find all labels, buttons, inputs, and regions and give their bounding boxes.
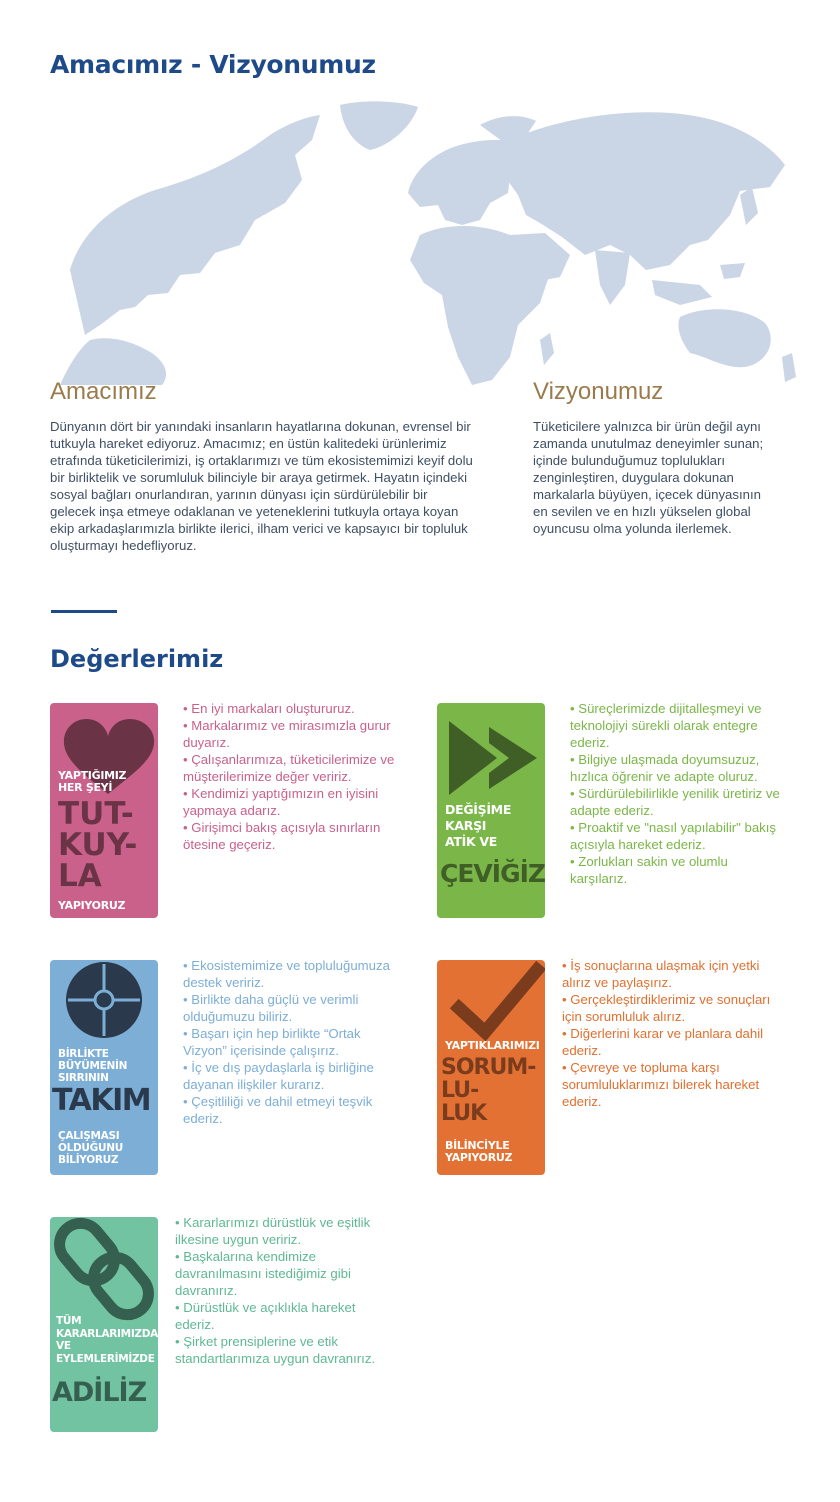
purpose-text: Dünyanın dört bir yanındaki insanların hayatlarına dokunan, evrensel bir tutkuyla hareket ediyoruz. Amacımız; en üstün kalitedeki ürünlerimiz etrafında tüketicilerimizi, iş ortaklarımızı ve tüm ekosistemimizi keyif dolu bir birliktelik ve sorumluluk bilinciyle bir araya getirmek. Hayatın içindeki sosyal bağları onurlandıran, yarının dünyası için sürdürülebilir bir gelecek inşa etmeye odaklanan ve yeteneklerini tutkuyla ortaya koyan ekip arkadaşlarımızla birlikte ilerici, ilham verici ve kapsayıcı bir topluluk oluşturmayı hedefliyoruz. bbox=[50, 419, 473, 553]
passion-bullets bbox=[183, 700, 398, 853]
puzzle-icon bbox=[66, 962, 142, 1038]
page-title: Amacımız - Vizyonumuz bbox=[50, 50, 376, 79]
list-item: • Dürüstlük ve açıklıkla hareket ederiz. bbox=[175, 1299, 390, 1333]
vision-heading: Vizyonumuz bbox=[533, 378, 664, 405]
card-bottom-text: ÇALIŞMASI OLDUĞUNU BİLİYORUZ bbox=[58, 1130, 123, 1166]
value-card-fairness bbox=[50, 1217, 158, 1432]
vision-text: Tüketicilere yalnızca bir ürün değil aynı zamanda unutulmaz deneyimler sunan; içinde bulunduğumuz toplulukları zenginleştiren, duygulara dokunan markalarla büyüyen, içecek dünyasının en sevilen ve en hızlı yükselen global oyuncusu olma yolunda ilerlemek. bbox=[533, 419, 764, 536]
list-item: • Başarı için hep birlikte “Ortak Vizyon” içerisinde çalışırız. bbox=[183, 1025, 398, 1059]
list-item: • En iyi markaları oluştururuz. bbox=[183, 700, 398, 717]
list-item: • Girişimci bakış açısıyla sınırların ötesine geçeriz. bbox=[183, 819, 398, 853]
list-item: • Başkalarına kendimize davranılmasını istediğimiz gibi davranırız. bbox=[175, 1248, 390, 1299]
agile-bullets bbox=[570, 700, 785, 887]
list-item: • Çeşitliliği ve dahil etmeyi teşvik ederiz. bbox=[183, 1093, 398, 1127]
card-keyword: SORUM- LU- LUK bbox=[441, 1055, 536, 1126]
list-item: • Birlikte daha güçlü ve verimli olduğumuzu biliriz. bbox=[183, 991, 398, 1025]
responsibility-bullets bbox=[562, 957, 777, 1110]
card-top-text: DEĞİŞİME KARŞI ATİK VE bbox=[445, 802, 512, 849]
value-card-teamwork bbox=[50, 960, 158, 1175]
value-card-passion bbox=[50, 703, 158, 918]
world-map-illustration bbox=[40, 95, 800, 385]
list-item: • Gerçekleştirdiklerimiz ve sonuçları için sorumluluk alırız. bbox=[562, 991, 777, 1025]
list-item: • Diğerlerini karar ve planlara dahil ederiz. bbox=[562, 1025, 777, 1059]
card-bottom-text: BİLİNCİYLE YAPIYORUZ bbox=[445, 1139, 513, 1164]
list-item: • İş sonuçlarına ulaşmak için yetki alırız ve paylaşırız. bbox=[562, 957, 777, 991]
value-card-agile bbox=[437, 703, 545, 918]
card-top-text: YAPTIĞIMIZ HER ŞEYİ bbox=[58, 769, 127, 794]
value-card-responsibility bbox=[437, 960, 545, 1175]
list-item: • Kendimizi yaptığımızın en iyisini yapmaya adarız. bbox=[183, 785, 398, 819]
card-bottom-text: YAPIYORUZ bbox=[58, 899, 126, 912]
list-item: • Çalışanlarımıza, tüketicilerimize ve müşterilerimize değer veririz. bbox=[183, 751, 398, 785]
list-item: • Ekosistemimize ve topluluğumuza destek veririz. bbox=[183, 957, 398, 991]
card-keyword: TAKIM bbox=[52, 1083, 151, 1118]
card-top-text: BİRLİKTE BÜYÜMENİN SIRRININ bbox=[58, 1048, 128, 1084]
list-item: • Süreçlerimizde dijitalleşmeyi ve teknolojiyi sürekli olarak entegre ederiz. bbox=[570, 700, 785, 751]
list-item: • Kararlarımızı dürüstlük ve eşitlik ilkesine uygun veririz. bbox=[175, 1214, 390, 1248]
list-item: • Sürdürülebilirlikle yenilik üretiriz ve adapte ederiz. bbox=[570, 785, 785, 819]
fairness-bullets bbox=[175, 1214, 390, 1367]
card-keyword: TUT- KUY- LA bbox=[58, 796, 138, 894]
list-item: • Bilgiye ulaşmada doyumsuzuz, hızlıca öğrenir ve adapte oluruz. bbox=[570, 751, 785, 785]
list-item: • Şirket prensiplerine ve etik standartlarımıza uygun davranırız. bbox=[175, 1333, 390, 1367]
list-item: • Çevreye ve topluma karşı sorumluluklarımızı bilerek hareket ederiz. bbox=[562, 1059, 777, 1110]
section-divider bbox=[51, 610, 117, 613]
card-keyword: ÇEVİĞİZ bbox=[440, 859, 545, 888]
list-item: • İç ve dış paydaşlarla iş birliğine dayanan ilişkiler kurarız. bbox=[183, 1059, 398, 1093]
list-item: • Zorlukları sakin ve olumlu karşılarız. bbox=[570, 853, 785, 887]
teamwork-bullets bbox=[183, 957, 398, 1127]
card-top-text: TÜM KARARLARIMIZDA VE EYLEMLERİMİZDE bbox=[56, 1315, 158, 1365]
list-item: • Markalarımız ve mirasımızla gurur duyarız. bbox=[183, 717, 398, 751]
list-item: • Proaktif ve "nasıl yapılabilir" bakış açısıyla hareket ederiz. bbox=[570, 819, 785, 853]
card-top-text: YAPTIKLARIMIZI bbox=[445, 1039, 540, 1052]
values-heading: Değerlerimiz bbox=[50, 645, 224, 673]
purpose-heading: Amacımız bbox=[50, 378, 157, 405]
card-keyword: ADİLİZ bbox=[52, 1377, 147, 1408]
